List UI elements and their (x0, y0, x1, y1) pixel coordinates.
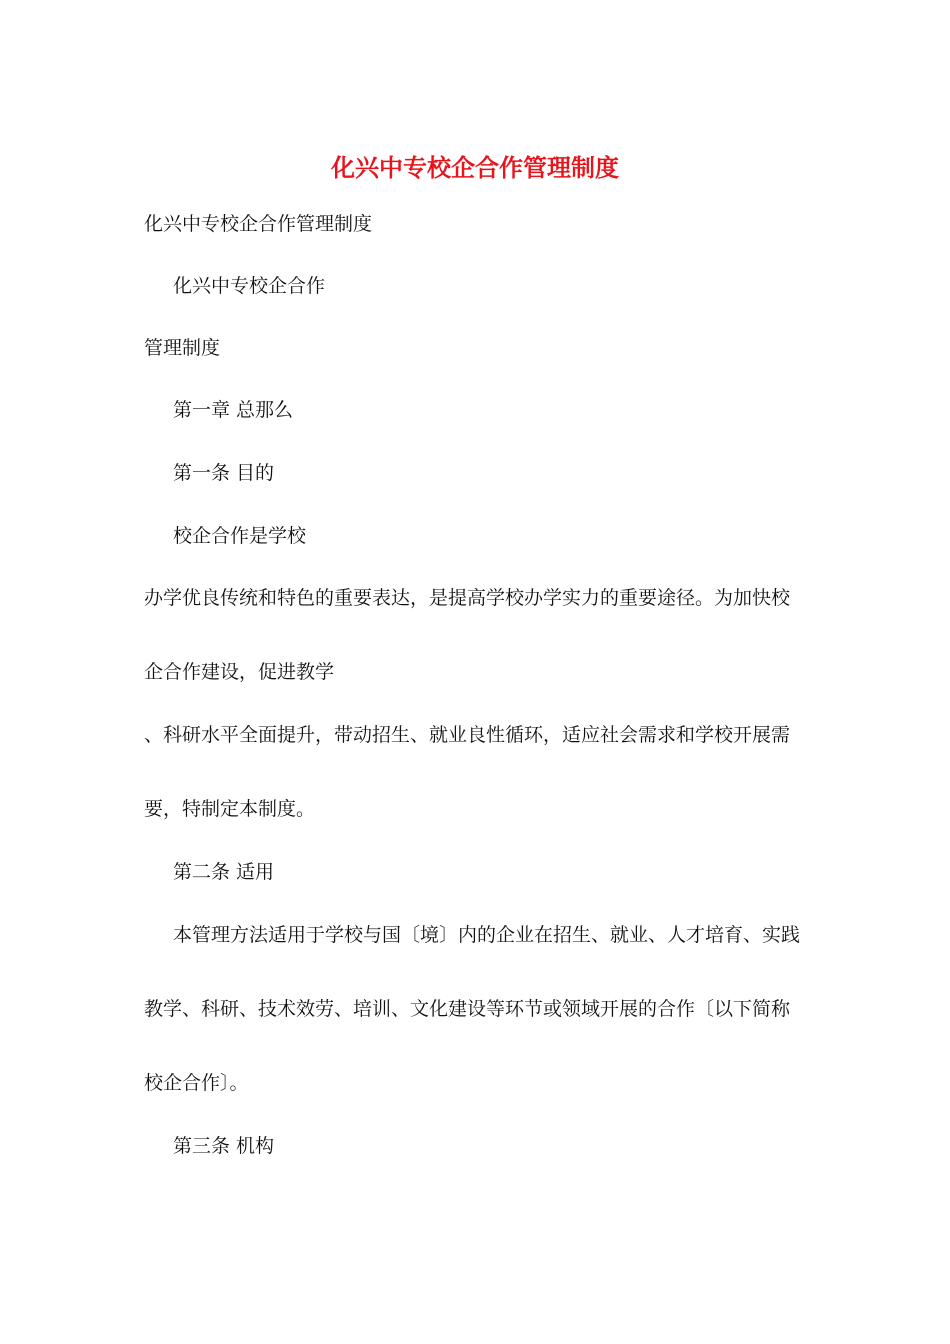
body-line: 要，特制定本制度。 (144, 798, 316, 820)
body-line: 校企合作〕。 (144, 1072, 249, 1094)
chapter-heading: 第一章 总那么 (173, 399, 294, 421)
body-line: 教学、科研、技术效劳、培训、文化建设等环节或领域开展的合作〔以下简称 (144, 998, 791, 1020)
body-line: 化兴中专校企合作 (173, 275, 326, 297)
article-heading: 第一条 目的 (173, 462, 275, 484)
body-line: 校企合作是学校 (173, 525, 307, 547)
body-line: 办学优良传统和特色的重要表达，是提高学校办学实力的重要途径。为加快校 (144, 587, 791, 609)
article-heading: 第三条 机构 (173, 1135, 275, 1157)
body-line: 本管理方法适用于学校与国〔境〕内的企业在招生、就业、人才培育、实践 (173, 924, 801, 946)
body-line: 、科研水平全面提升，带动招生、就业良性循环，适应社会需求和学校开展需 (144, 724, 791, 746)
page-title: 化兴中专校企合作管理制度 (331, 153, 619, 182)
body-line: 企合作建设，促进教学 (144, 661, 335, 683)
article-heading: 第二条 适用 (173, 861, 275, 883)
body-line: 化兴中专校企合作管理制度 (144, 213, 373, 235)
body-line: 管理制度 (144, 337, 221, 359)
